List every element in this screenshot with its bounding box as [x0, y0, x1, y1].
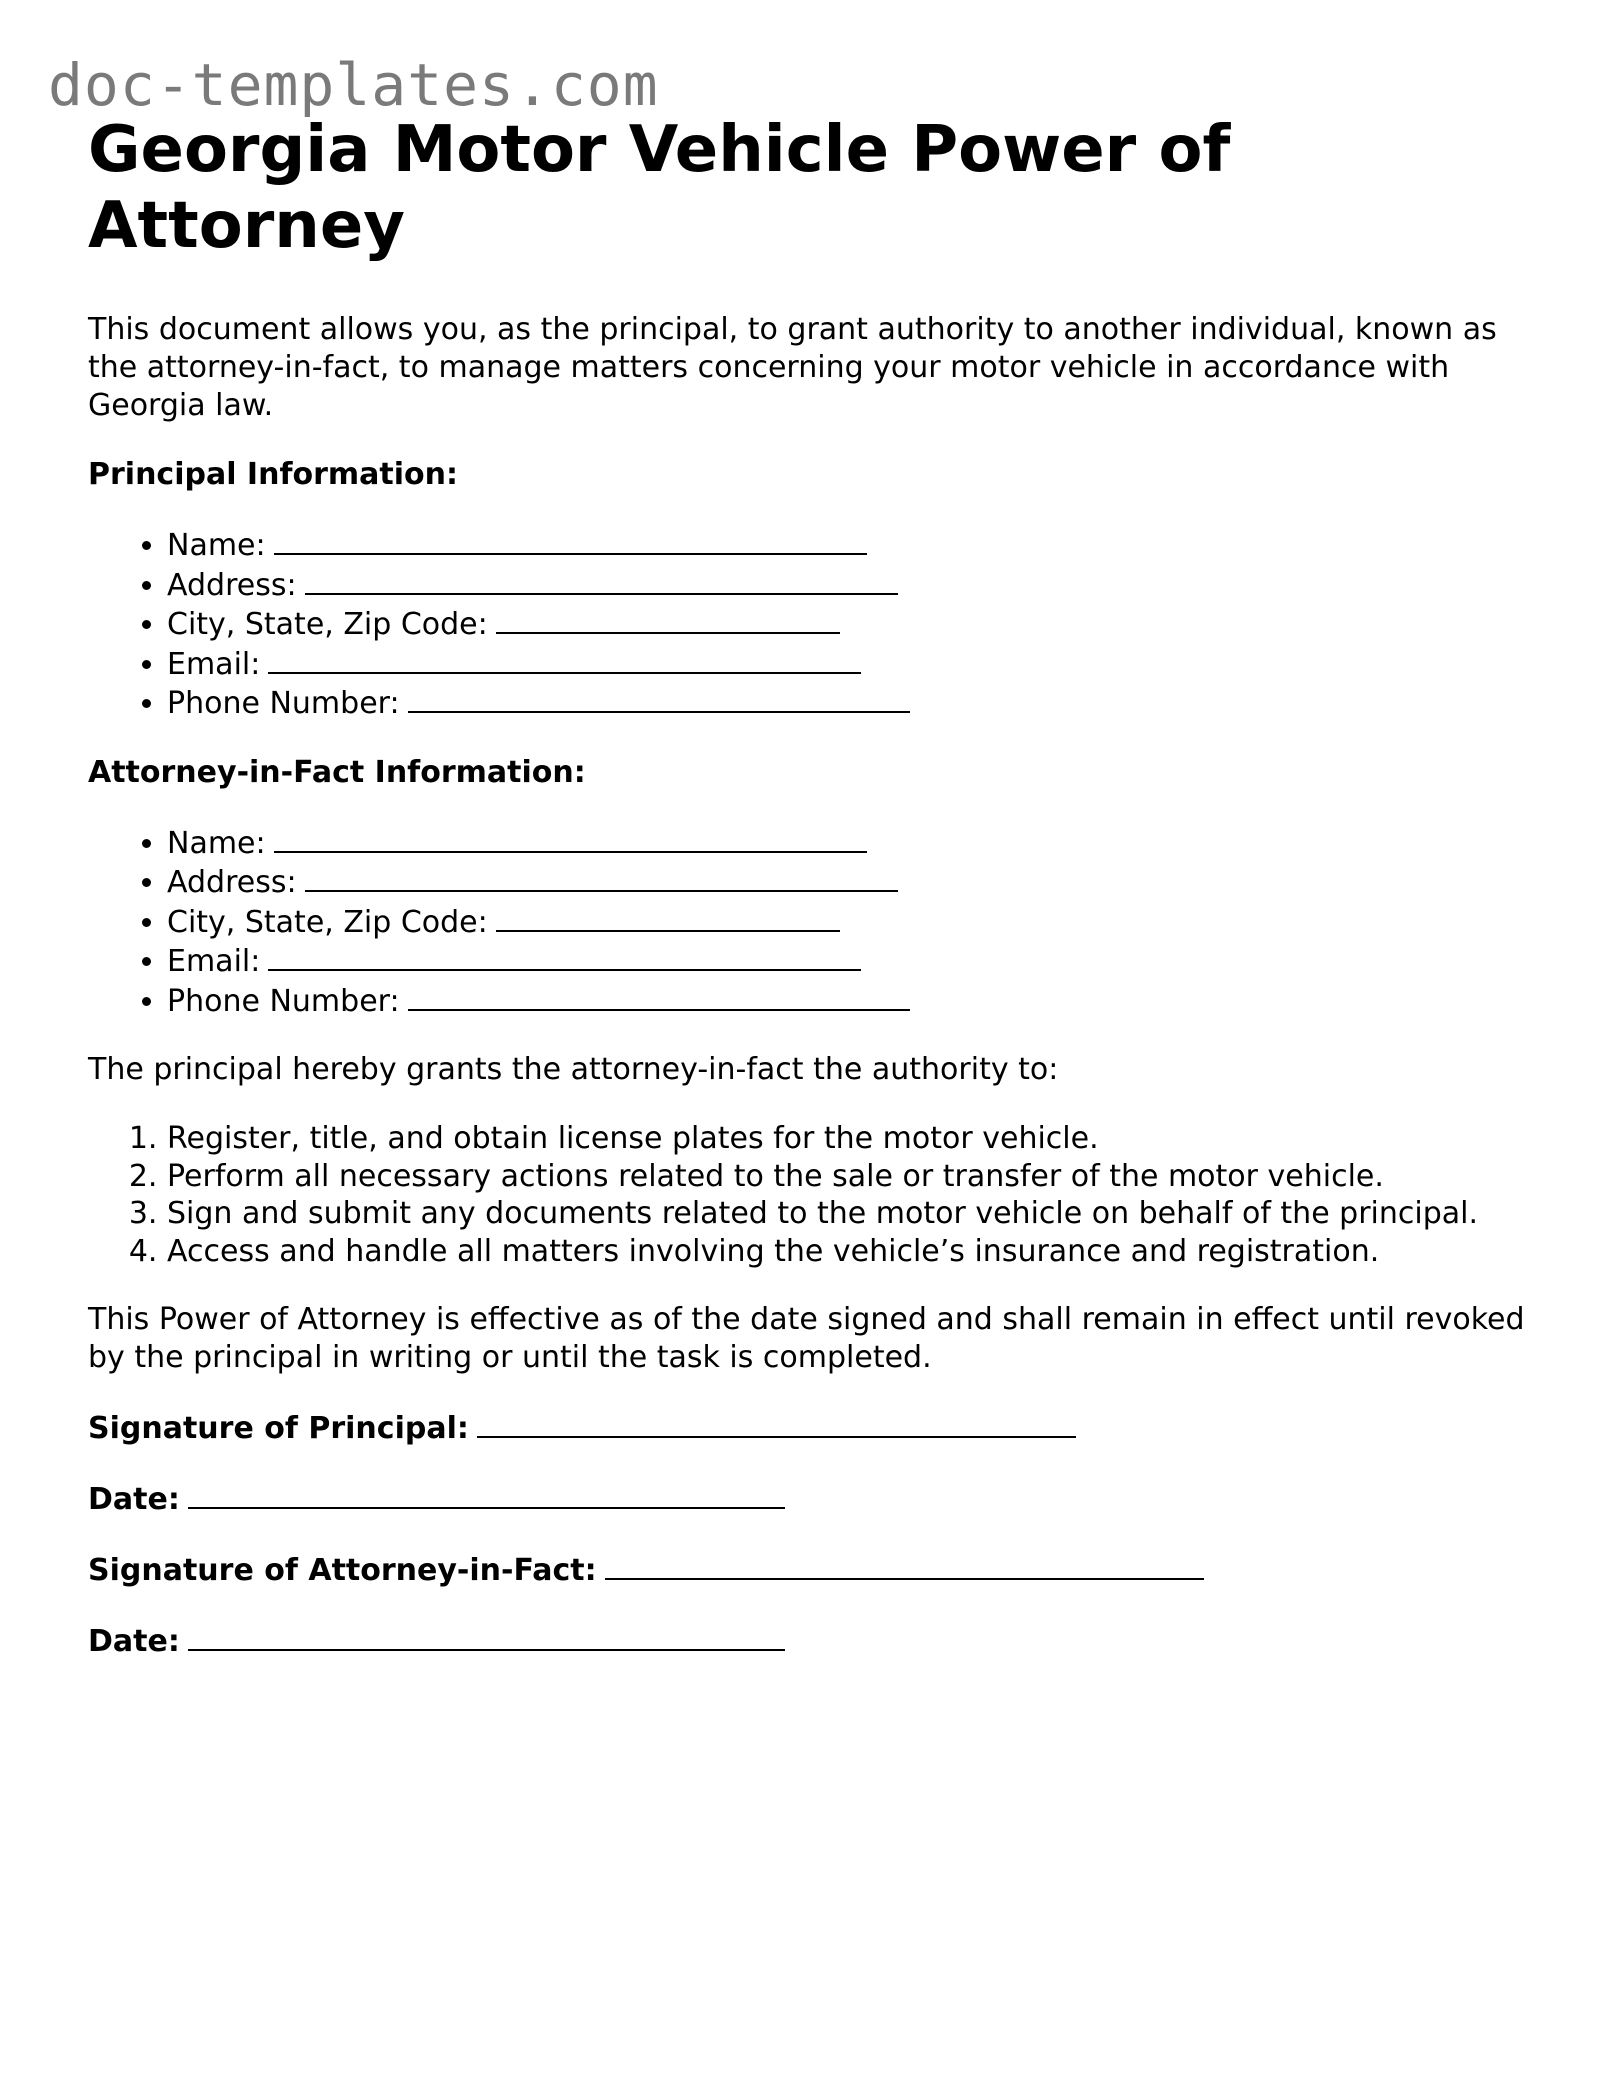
field-label: City, State, Zip Code:	[167, 904, 488, 940]
principal-email-field	[167, 644, 1528, 684]
principal-name-field	[167, 525, 1528, 565]
attorney-name-field	[167, 823, 1528, 863]
principal-city-state-zip-field	[167, 604, 1528, 644]
watermark: doc-templates.com	[48, 51, 659, 119]
document-page	[88, 112, 1528, 1661]
blank-line[interactable]	[268, 941, 861, 971]
attorney-phone-field	[167, 981, 1528, 1021]
field-label: City, State, Zip Code:	[167, 607, 488, 642]
field-label: Address:	[167, 865, 297, 900]
blank-line[interactable]	[408, 981, 910, 1011]
attorney-date-blank[interactable]	[188, 1621, 785, 1651]
principal-date-blank[interactable]	[188, 1479, 785, 1509]
intro-paragraph: This document allows you, as the principal, to grant authority to another individual, known as the attorney-in-fact, to manage matters concerning your motor vehicle in accordance with Georgia law.	[88, 312, 1497, 423]
grant-text: The principal hereby grants the attorney-in-fact the authority to:	[88, 1052, 1059, 1087]
attorney-email-field	[167, 941, 1528, 981]
blank-line[interactable]	[305, 862, 898, 892]
powers-list	[88, 1120, 1528, 1270]
field-label: Address:	[167, 567, 297, 603]
attorney-city-state-zip-field	[167, 902, 1528, 942]
field-label: Phone Number:	[167, 983, 400, 1019]
field-label: Phone Number:	[167, 686, 400, 721]
attorney-date-line	[88, 1621, 1528, 1661]
principal-phone-field	[167, 683, 1528, 723]
attorney-signature-line	[88, 1550, 1528, 1590]
field-label: Name:	[167, 825, 266, 861]
power-item: 2. Perform all necessary actions related to the sale or transfer of the motor vehicle.	[167, 1158, 1528, 1196]
field-label: Email:	[167, 646, 261, 682]
document-title: Georgia Motor Vehicle Power of Attorney	[88, 113, 1231, 263]
attorney-signature-blank[interactable]	[605, 1550, 1204, 1580]
field-label: Email:	[167, 944, 261, 979]
attorney-info-heading: Attorney-in-Fact Information:	[88, 754, 586, 790]
field-label: Name:	[167, 528, 266, 563]
principal-date-line	[88, 1479, 1528, 1519]
principal-signature-line	[88, 1408, 1528, 1448]
blank-line[interactable]	[274, 823, 867, 853]
attorney-signature-label: Signature of Attorney-in-Fact:	[88, 1553, 597, 1588]
principal-info-heading: Principal Information:	[88, 457, 459, 492]
power-item: 1. Register, title, and obtain license plates for the motor vehicle.	[167, 1120, 1528, 1158]
attorney-date-label: Date:	[88, 1624, 180, 1659]
blank-line[interactable]	[496, 604, 840, 634]
effective-paragraph: This Power of Attorney is effective as of the date signed and shall remain in effect until revoked by the principal in writing or until the task is completed.	[88, 1302, 1525, 1375]
blank-line[interactable]	[496, 902, 840, 932]
blank-line[interactable]	[408, 683, 910, 713]
principal-signature-blank[interactable]	[477, 1408, 1076, 1438]
principal-date-label: Date:	[88, 1482, 180, 1517]
principal-signature-label: Signature of Principal:	[88, 1411, 469, 1446]
principal-fields-list	[88, 525, 1528, 723]
principal-address-field	[167, 565, 1528, 605]
attorney-fields-list	[88, 823, 1528, 1021]
blank-line[interactable]	[274, 525, 867, 555]
power-item: 4. Access and handle all matters involving the vehicle’s insurance and registration.	[167, 1233, 1528, 1271]
power-item: 3. Sign and submit any documents related to the motor vehicle on behalf of the principal.	[167, 1195, 1528, 1233]
blank-line[interactable]	[268, 644, 861, 674]
attorney-address-field	[167, 862, 1528, 902]
blank-line[interactable]	[305, 565, 898, 595]
